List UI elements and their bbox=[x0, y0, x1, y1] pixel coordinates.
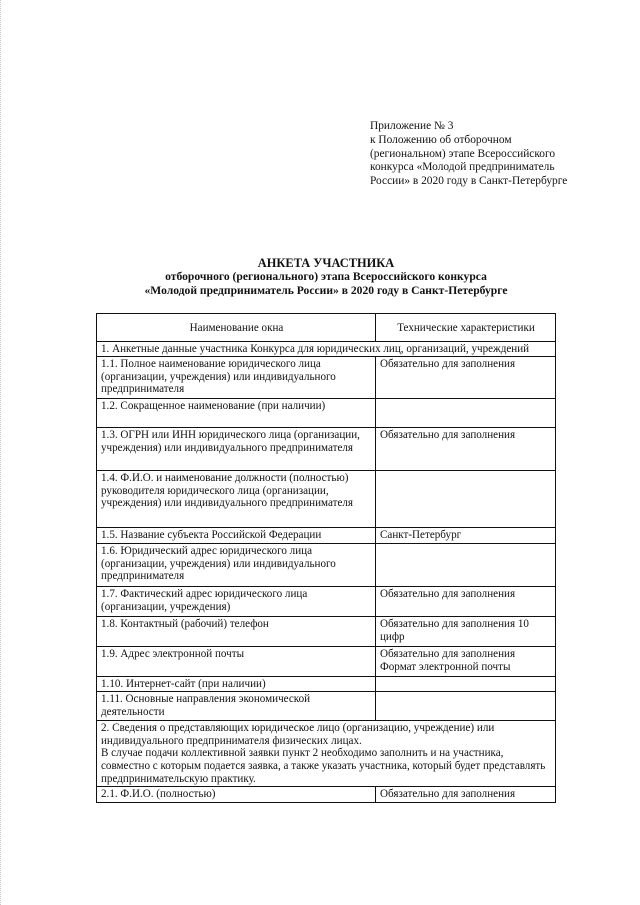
field-spec: Обязательно для заполнения bbox=[376, 786, 556, 802]
table-row bbox=[97, 356, 556, 398]
section-2-paragraph: 2. Сведения о представляющих юридическое лицо (организацию, учреждение) или индивидуального предпринимателя физических лицах. bbox=[101, 721, 495, 747]
column-header-spec: Технические характеристики bbox=[376, 314, 556, 342]
field-spec bbox=[376, 543, 556, 586]
field-spec bbox=[376, 470, 556, 527]
field-name: 1.10. Интернет-сайт (при наличии) bbox=[97, 676, 376, 691]
questionnaire-table bbox=[96, 313, 556, 803]
appendix-line: Приложение № 3 bbox=[370, 120, 454, 132]
field-name: 1.3. ОГРН или ИНН юридического лица (организации, учреждения) или индивидуального предпринимателя bbox=[97, 427, 376, 470]
field-spec bbox=[376, 676, 556, 691]
field-name: 1.4. Ф.И.О. и наименование должности (полностью) руководителя юридического лица (организации, учреждения) или индивидуального предпринимателя bbox=[97, 470, 376, 527]
column-header-name: Наименование окна bbox=[97, 314, 376, 342]
field-name: 1.6. Юридический адрес юридического лица (организации, учреждения) или индивидуального предпринимателя bbox=[97, 543, 376, 586]
table-row bbox=[97, 616, 556, 646]
table-row bbox=[97, 691, 556, 720]
field-name: 1.5. Название субъекта Российской Федерации bbox=[97, 527, 376, 543]
field-name: 2.1. Ф.И.О. (полностью) bbox=[97, 786, 376, 802]
title-line-2: отборочного (регионального) этапа Всероссийского конкурса bbox=[165, 270, 487, 283]
field-spec bbox=[376, 398, 556, 427]
section-row bbox=[97, 342, 556, 357]
table-row bbox=[97, 398, 556, 427]
section-2-title bbox=[97, 720, 556, 786]
field-name: 1.8. Контактный (рабочий) телефон bbox=[97, 616, 376, 646]
appendix-note bbox=[370, 120, 632, 189]
field-spec bbox=[376, 691, 556, 720]
appendix-line: конкурса «Молодой предприниматель bbox=[370, 161, 555, 174]
table-header-row bbox=[97, 314, 556, 342]
field-name: 1.1. Полное наименование юридического лица (организации, учреждения) или индивидуального предпринимателя bbox=[97, 356, 376, 398]
table-row bbox=[97, 470, 556, 527]
field-spec: Обязательно для заполнения bbox=[376, 586, 556, 616]
field-spec: Обязательно для заполнения bbox=[376, 356, 556, 398]
table-row bbox=[97, 646, 556, 676]
table-row bbox=[97, 427, 556, 470]
field-spec: Обязательно для заполнения Формат электронной почты bbox=[376, 646, 556, 676]
section-row bbox=[97, 720, 556, 786]
document-title bbox=[96, 256, 556, 298]
title-heading: АНКЕТА УЧАСТНИКА bbox=[257, 256, 395, 270]
appendix-line: России» в 2020 году в Санкт-Петербурге bbox=[370, 175, 568, 188]
table-row bbox=[97, 586, 556, 616]
table-row bbox=[97, 676, 556, 691]
appendix-line: к Положению об отборочном bbox=[370, 133, 512, 146]
table-row bbox=[97, 527, 556, 543]
scan-edge bbox=[0, 0, 7, 905]
section-2-note: В случае подачи коллективной заявки пункт 2 необходимо заполнить и на участника, совместно с которым подается заявка, а также указать участника, который будет представлять предпринимательскую практику. bbox=[101, 747, 546, 785]
table-row bbox=[97, 786, 556, 802]
section-1-title: 1. Анкетные данные участника Конкурса для юридических лиц, организаций, учреждений bbox=[97, 342, 556, 357]
field-spec: Обязательно для заполнения bbox=[376, 427, 556, 470]
field-spec: Обязательно для заполнения 10 цифр bbox=[376, 616, 556, 646]
appendix-line: (региональном) этапе Всероссийского bbox=[370, 147, 556, 160]
field-name: 1.11. Основные направления экономической деятельности bbox=[97, 691, 376, 720]
field-name: 1.9. Адрес электронной почты bbox=[97, 646, 376, 676]
field-spec: Санкт-Петербург bbox=[376, 527, 556, 543]
field-name: 1.2. Сокращенное наименование (при наличии) bbox=[97, 398, 376, 427]
title-line-3: «Молодой предприниматель России» в 2020 году в Санкт-Петербурге bbox=[144, 284, 508, 297]
field-name: 1.7. Фактический адрес юридического лица (организации, учреждения) bbox=[97, 586, 376, 616]
table-row bbox=[97, 543, 556, 586]
